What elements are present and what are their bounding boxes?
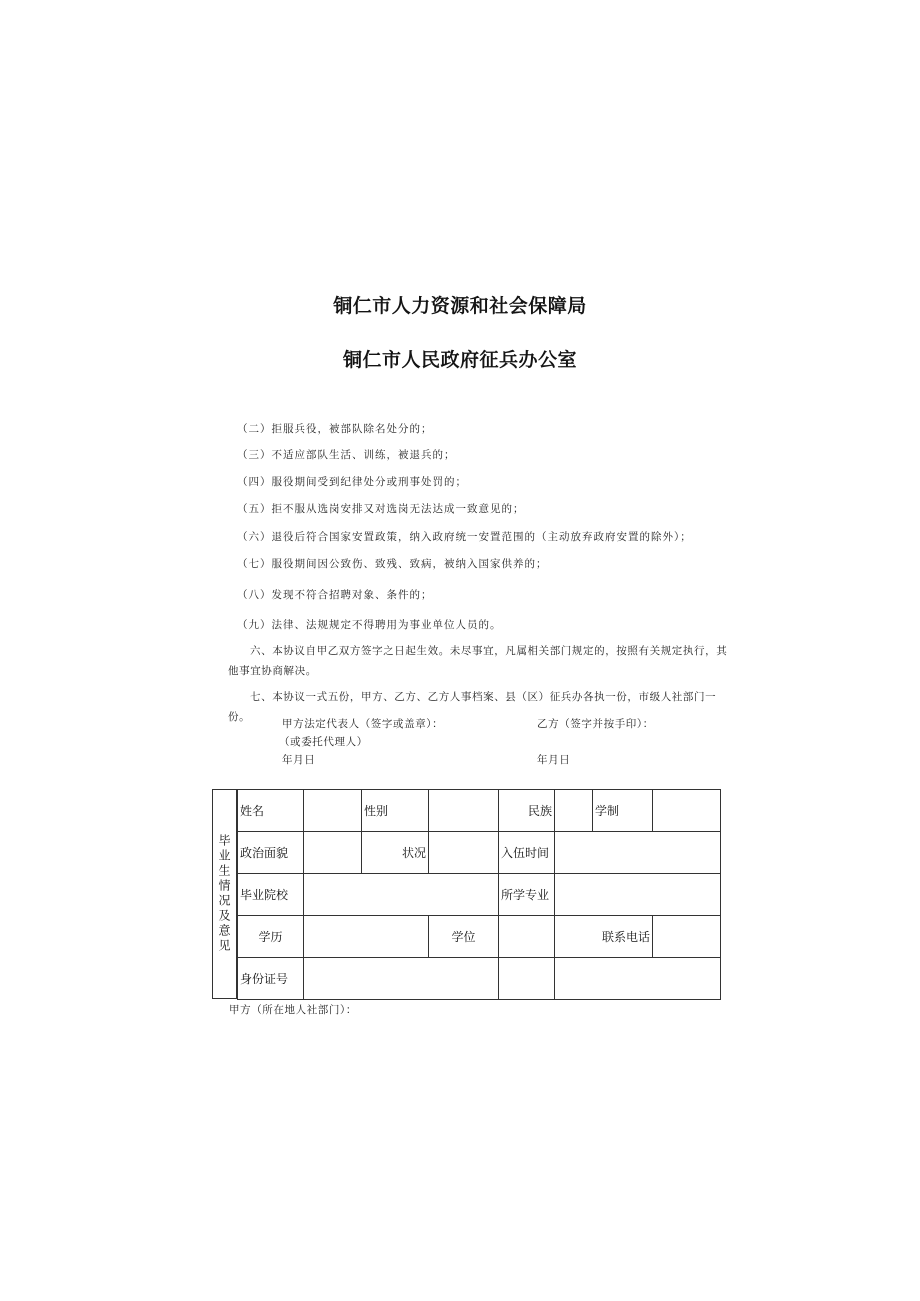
- gender-field[interactable]: [429, 790, 499, 832]
- form-row: [238, 790, 721, 832]
- major-label: 所学专业: [499, 874, 555, 916]
- education-field[interactable]: [304, 916, 429, 958]
- clause-7: （七）服役期间因公致伤、致残、致病，被纳入国家供养的；: [237, 558, 548, 570]
- gender-label: 性别: [362, 790, 429, 832]
- political-status-suffix-label: 状况: [362, 832, 429, 874]
- party-b-label: 乙方（签字并按手印）：: [537, 718, 654, 730]
- party-b-date: 年月日: [537, 754, 571, 766]
- enlistment-time-field[interactable]: [555, 832, 721, 874]
- enlistment-time-label: 入伍时间: [499, 832, 555, 874]
- clause-2: （二）拒服兵役，被部队除名处分的；: [237, 423, 433, 435]
- clause-4: （四）服役期间受到纪律处分或刑事处罚的；: [237, 476, 467, 488]
- party-a-department-label: 甲方（所在地人社部门）：: [229, 1004, 357, 1016]
- phone-field[interactable]: [653, 916, 721, 958]
- political-status-label: 政治面貌: [238, 832, 304, 874]
- title-hrss-bureau: 铜仁市人力资源和社会保障局: [333, 295, 587, 317]
- schooling-years-field[interactable]: [653, 790, 721, 832]
- form-row: [238, 916, 721, 958]
- school-label: 毕业院校: [238, 874, 304, 916]
- party-a-date: 年月日: [282, 754, 316, 766]
- title-conscription-office: 铜仁市人民政府征兵办公室: [342, 349, 577, 371]
- degree-label: 学位: [429, 916, 499, 958]
- name-field[interactable]: [304, 790, 362, 832]
- clause-6: （六）退役后符合国家安置政策，纳入政府统一安置范围的（主动放弃政府安置的除外）；: [237, 531, 692, 543]
- education-label: 学历: [238, 916, 304, 958]
- party-a-proxy-label: （或委托代理人）: [279, 736, 368, 748]
- id-extra-field[interactable]: [499, 958, 555, 1000]
- clause-5: （五）拒不服从选岗安排又对选岗无法达成一致意见的；: [237, 503, 525, 515]
- schooling-years-label: 学制: [593, 790, 653, 832]
- school-field[interactable]: [304, 874, 499, 916]
- article-seven: 七、本协议一式五份，甲方、乙方、乙方人事档案、县（区）征兵办各执一份，市级人社部门一份。: [228, 691, 717, 723]
- ethnicity-label: 民族: [499, 790, 555, 832]
- ethnicity-field[interactable]: [555, 790, 593, 832]
- id-number-field[interactable]: [304, 958, 499, 1000]
- form-row: [238, 832, 721, 874]
- clause-9: （九）法律、法规规定不得聘用为事业单位人员的。: [237, 619, 502, 631]
- article-six: 六、本协议自甲乙双方签字之日起生效。未尽事宜，凡属相关部门规定的，按照有关规定执行，其他事宜协商解决。: [228, 645, 728, 677]
- phone-label: 联系电话: [555, 916, 653, 958]
- clause-8: （八）发现不符合招聘对象、条件的；: [237, 589, 433, 601]
- graduate-info-side-label: 毕业生情况及意见: [212, 789, 237, 999]
- name-label: 姓名: [238, 790, 304, 832]
- id-extra-field-2[interactable]: [555, 958, 721, 1000]
- party-a-representative-label: 甲方法定代表人（签字或盖章）：: [282, 718, 444, 730]
- form-row: [238, 874, 721, 916]
- graduate-info-form: [237, 789, 721, 1000]
- degree-field[interactable]: [499, 916, 555, 958]
- id-number-label: 身份证号: [238, 958, 304, 1000]
- political-status-field[interactable]: [304, 832, 362, 874]
- clause-3: （三）不适应部队生活、训练，被退兵的；: [237, 449, 456, 461]
- political-status-extra-field[interactable]: [429, 832, 499, 874]
- form-row: [238, 958, 721, 1000]
- major-field[interactable]: [555, 874, 721, 916]
